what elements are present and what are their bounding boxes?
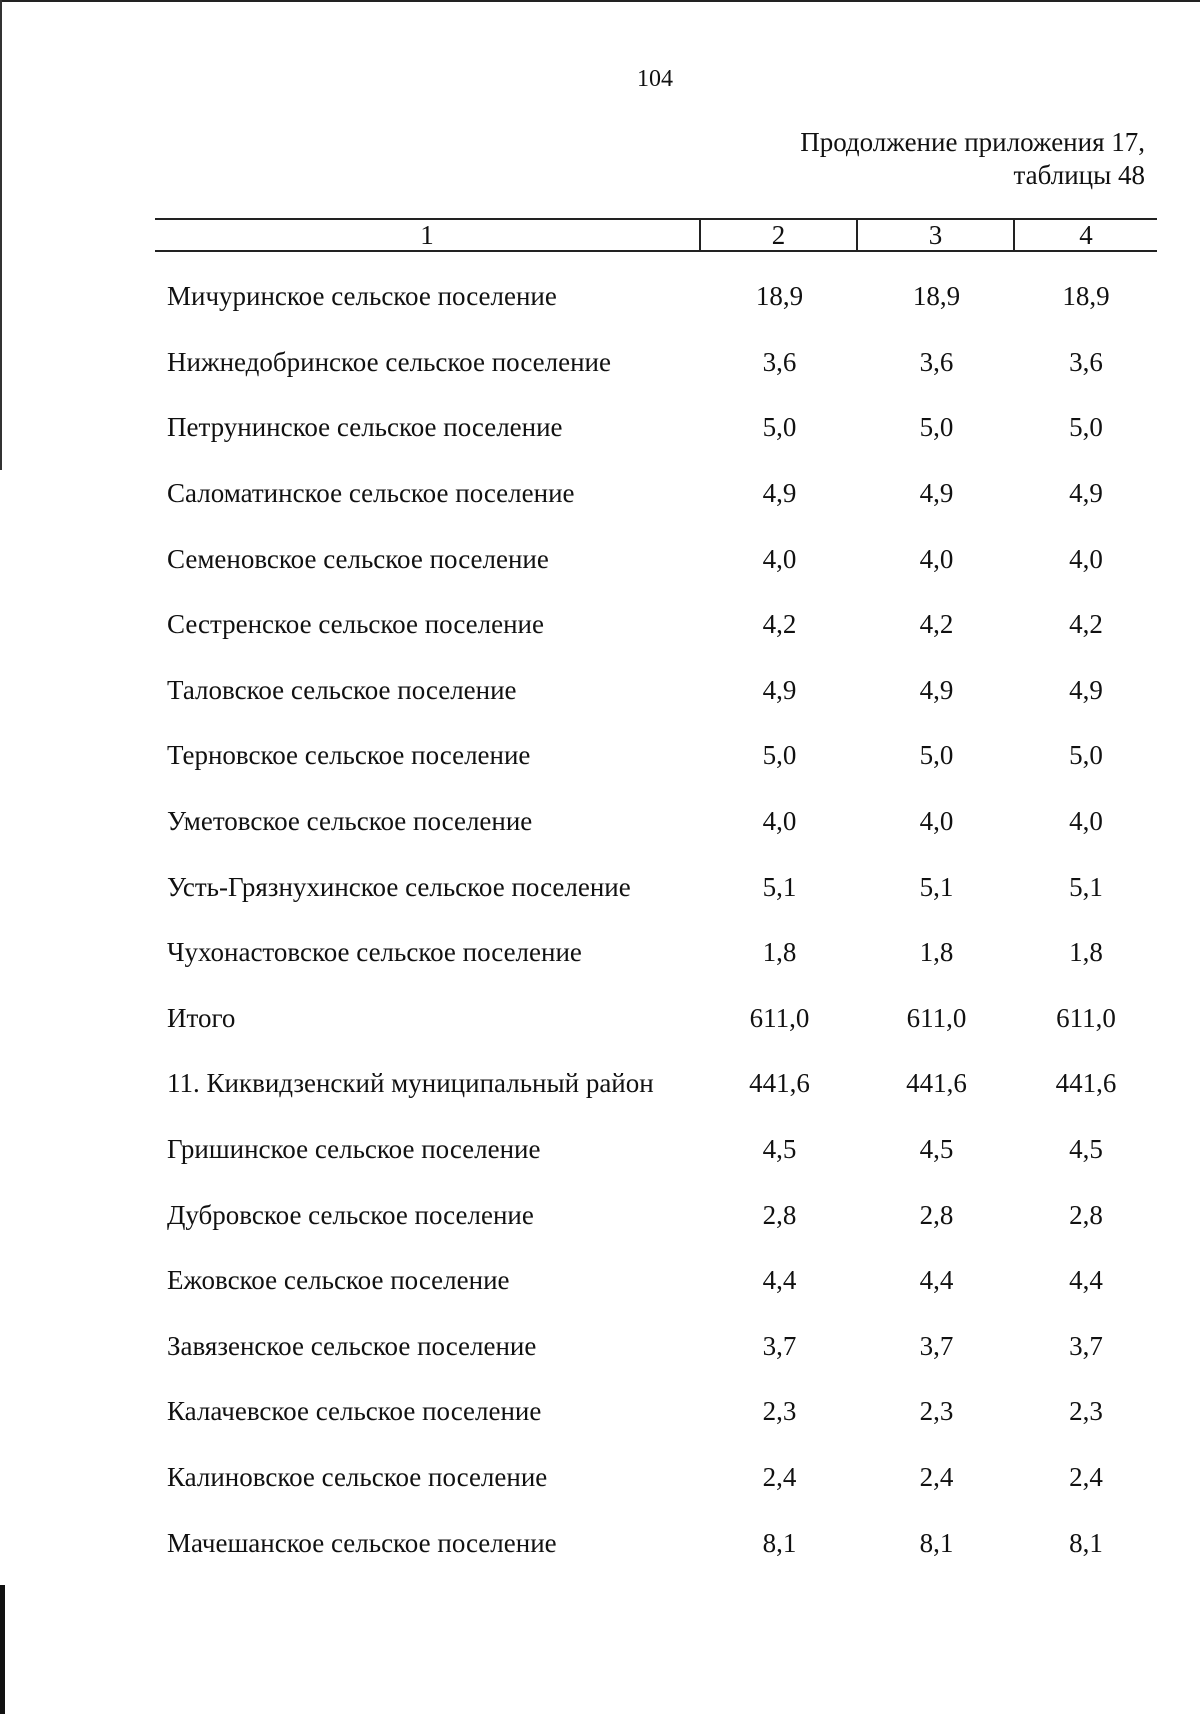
row-value-col-4: 8,1 xyxy=(1069,1527,1103,1558)
table-row xyxy=(155,395,1157,461)
row-value-col-4: 4,0 xyxy=(1069,543,1103,574)
scan-edge-top xyxy=(0,0,1200,2)
row-value-col-4: 441,6 xyxy=(1055,1068,1117,1099)
row-value-col-4: 5,0 xyxy=(1069,740,1103,771)
row-value-col-2: 4,9 xyxy=(762,674,797,705)
row-value-col-4: 4,9 xyxy=(1069,674,1103,705)
table-row xyxy=(155,1248,1157,1314)
row-name: Дубровское сельское поселение xyxy=(167,1199,534,1230)
row-value-col-2: 4,0 xyxy=(762,806,797,837)
row-value-col-3: 2,8 xyxy=(919,1199,954,1230)
row-value-col-2: 8,1 xyxy=(762,1527,797,1558)
row-value-col-2: 4,9 xyxy=(762,478,797,509)
row-value-col-2: 4,0 xyxy=(762,543,797,574)
row-value-col-3: 4,4 xyxy=(919,1265,954,1296)
row-name: Семеновское сельское поселение xyxy=(167,543,549,574)
row-name: Петрунинское сельское поселение xyxy=(167,412,563,443)
row-value-col-4: 3,6 xyxy=(1069,346,1103,377)
table-row xyxy=(155,264,1157,330)
scan-edge-left-bottom xyxy=(0,1585,5,1714)
row-value-col-3: 4,2 xyxy=(919,609,954,640)
row-value-col-3: 2,3 xyxy=(919,1396,954,1427)
table-row xyxy=(155,658,1157,724)
table-row xyxy=(155,986,1157,1052)
table-row xyxy=(155,854,1157,920)
row-name: Уметовское сельское поселение xyxy=(167,806,533,837)
table-row xyxy=(155,1051,1157,1117)
row-name: Сестренское сельское поселение xyxy=(167,609,544,640)
row-value-col-2: 4,4 xyxy=(762,1265,797,1296)
row-name: Чухонастовское сельское поселение xyxy=(167,937,582,968)
row-value-col-4: 18,9 xyxy=(1062,281,1110,312)
row-value-col-4: 4,0 xyxy=(1069,806,1103,837)
row-name: Терновское сельское поселение xyxy=(167,740,531,771)
row-value-col-2: 2,4 xyxy=(762,1461,797,1492)
row-value-col-3: 4,5 xyxy=(919,1134,954,1165)
table-row xyxy=(155,526,1157,592)
row-name: Ежовское сельское поселение xyxy=(167,1265,510,1296)
row-value-col-3: 3,7 xyxy=(919,1330,954,1361)
row-value-col-3: 3,6 xyxy=(919,346,954,377)
row-value-col-3: 611,0 xyxy=(906,1002,967,1033)
table-row xyxy=(155,1379,1157,1445)
table-row xyxy=(155,1510,1157,1576)
table-header-col-2: 2 xyxy=(701,220,858,250)
table-body xyxy=(155,264,1157,1576)
row-value-col-4: 5,1 xyxy=(1069,871,1103,902)
row-value-col-4: 4,9 xyxy=(1069,478,1103,509)
row-name: Калиновское сельское поселение xyxy=(167,1461,548,1492)
row-value-col-3: 8,1 xyxy=(919,1527,954,1558)
row-name: Саломатинское сельское поселение xyxy=(167,478,575,509)
row-name: Нижнедобринское сельское поселение xyxy=(167,346,611,377)
row-value-col-4: 2,4 xyxy=(1069,1461,1103,1492)
table-row xyxy=(155,592,1157,658)
table-row xyxy=(155,1445,1157,1511)
row-value-col-2: 5,1 xyxy=(762,871,797,902)
row-value-col-3: 18,9 xyxy=(912,281,961,312)
row-value-col-3: 5,0 xyxy=(919,740,954,771)
row-value-col-3: 4,0 xyxy=(919,543,954,574)
row-name: Итого xyxy=(167,1002,236,1033)
page-number: 104 xyxy=(637,66,673,92)
row-value-col-4: 2,8 xyxy=(1069,1199,1103,1230)
row-name: Таловское сельское поселение xyxy=(167,674,517,705)
appendix-note-line2: таблицы 48 xyxy=(1013,160,1145,190)
row-value-col-2: 4,2 xyxy=(762,609,797,640)
row-value-col-4: 3,7 xyxy=(1069,1330,1103,1361)
row-value-col-2: 5,0 xyxy=(762,740,797,771)
row-value-col-2: 611,0 xyxy=(749,1002,810,1033)
row-value-col-2: 2,3 xyxy=(762,1396,797,1427)
row-name: Мичуринское сельское поселение xyxy=(167,281,557,312)
row-name: Усть-Грязнухинское сельское поселение xyxy=(167,871,631,902)
row-value-col-4: 1,8 xyxy=(1069,937,1103,968)
row-name: Завязенское сельское поселение xyxy=(167,1330,537,1361)
row-value-col-2: 5,0 xyxy=(762,412,797,443)
row-value-col-3: 4,0 xyxy=(919,806,954,837)
row-value-col-2: 4,5 xyxy=(762,1134,797,1165)
table-header-col-1: 1 xyxy=(155,220,701,250)
row-value-col-4: 4,5 xyxy=(1069,1134,1103,1165)
row-name: Калачевское сельское поселение xyxy=(167,1396,542,1427)
row-value-col-2: 2,8 xyxy=(762,1199,797,1230)
table-row xyxy=(155,789,1157,855)
table-row xyxy=(155,920,1157,986)
row-value-col-4: 4,2 xyxy=(1069,609,1103,640)
row-value-col-2: 18,9 xyxy=(755,281,804,312)
appendix-note xyxy=(800,126,1145,192)
row-name: Мачешанское сельское поселение xyxy=(167,1527,557,1558)
table-row xyxy=(155,330,1157,396)
row-value-col-3: 4,9 xyxy=(919,674,954,705)
row-name: Гришинское сельское поселение xyxy=(167,1134,541,1165)
row-value-col-3: 1,8 xyxy=(919,937,954,968)
table-row xyxy=(155,1314,1157,1380)
row-value-col-4: 4,4 xyxy=(1069,1265,1103,1296)
row-value-col-2: 3,6 xyxy=(762,346,797,377)
row-value-col-3: 2,4 xyxy=(919,1461,954,1492)
table-row xyxy=(155,1117,1157,1183)
row-value-col-4: 611,0 xyxy=(1056,1002,1116,1033)
table-header-col-3: 3 xyxy=(858,220,1015,250)
appendix-note-line1: Продолжение приложения 17, xyxy=(800,127,1145,157)
row-value-col-3: 5,0 xyxy=(919,412,954,443)
table-header xyxy=(155,218,1157,252)
row-value-col-3: 5,1 xyxy=(919,871,954,902)
row-value-col-2: 3,7 xyxy=(762,1330,797,1361)
table-row xyxy=(155,723,1157,789)
row-value-col-4: 2,3 xyxy=(1069,1396,1103,1427)
row-value-col-3: 441,6 xyxy=(906,1068,967,1099)
row-name: 11. Киквидзенский муниципальный район xyxy=(167,1068,654,1099)
row-value-col-2: 441,6 xyxy=(749,1068,810,1099)
row-value-col-4: 5,0 xyxy=(1069,412,1103,443)
table-row xyxy=(155,461,1157,527)
table-header-col-4: 4 xyxy=(1079,220,1093,250)
row-value-col-3: 4,9 xyxy=(919,478,954,509)
row-value-col-2: 1,8 xyxy=(762,937,797,968)
table-row xyxy=(155,1182,1157,1248)
